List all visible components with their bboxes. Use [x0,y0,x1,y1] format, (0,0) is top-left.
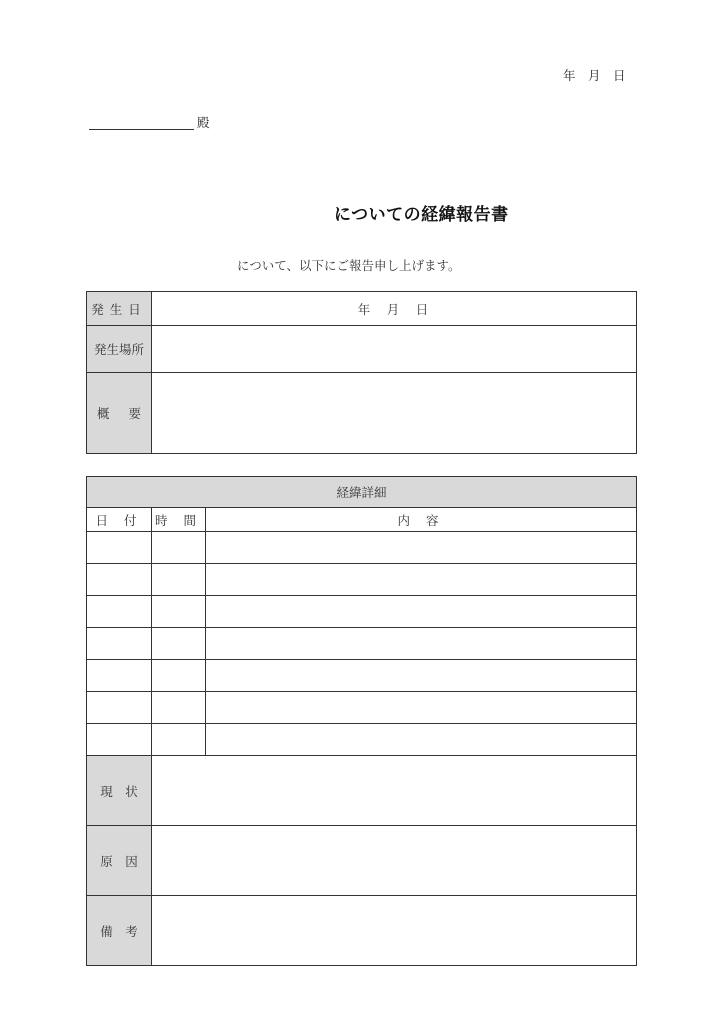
column-header-content: 内 容 [206,508,637,532]
content-cell[interactable] [206,628,637,660]
content-cell[interactable] [206,660,637,692]
current-status-label: 現 状 [87,756,152,826]
date-cell[interactable] [87,724,152,756]
current-status-field[interactable] [152,756,637,826]
time-cell[interactable] [152,660,206,692]
date-cell[interactable] [87,692,152,724]
content-cell[interactable] [206,596,637,628]
content-cell[interactable] [206,692,637,724]
detail-row [87,724,637,756]
time-cell[interactable] [152,692,206,724]
time-cell[interactable] [152,596,206,628]
occurrence-place-field[interactable] [152,326,637,373]
detail-row [87,660,637,692]
content-cell[interactable] [206,532,637,564]
date-cell[interactable] [87,596,152,628]
date-cell[interactable] [87,660,152,692]
document-title: についての経緯報告書 [334,205,509,225]
notes-field[interactable] [152,896,637,966]
column-header-date: 日 付 [87,508,152,532]
content-cell[interactable] [206,724,637,756]
occurrence-date-label: 発生日 [87,292,152,326]
detail-row [87,532,637,564]
occurrence-date-value[interactable]: 年 月 日 [152,292,637,326]
time-cell[interactable] [152,532,206,564]
time-cell[interactable] [152,628,206,660]
content-cell[interactable] [206,564,637,596]
detail-row [87,596,637,628]
column-header-time: 時 間 [152,508,206,532]
summary-table [86,291,637,454]
detail-table [86,476,637,966]
recipient-suffix: 殿 [197,115,210,130]
detail-row [87,692,637,724]
date-cell[interactable] [87,564,152,596]
detail-row [87,564,637,596]
date-cell[interactable] [87,628,152,660]
overview-field[interactable] [152,373,637,454]
detail-heading: 経緯詳細 [87,477,637,508]
cause-field[interactable] [152,826,637,896]
time-cell[interactable] [152,724,206,756]
overview-label: 概 要 [87,373,152,454]
intro-text: について、以下にご報告申し上げます。 [237,258,461,273]
report-date: 年 月 日 [563,68,626,83]
cause-label: 原 因 [87,826,152,896]
recipient-blank-line[interactable] [89,129,194,130]
notes-label: 備 考 [87,896,152,966]
date-cell[interactable] [87,532,152,564]
time-cell[interactable] [152,564,206,596]
detail-row [87,628,637,660]
occurrence-place-label: 発生場所 [87,326,152,373]
